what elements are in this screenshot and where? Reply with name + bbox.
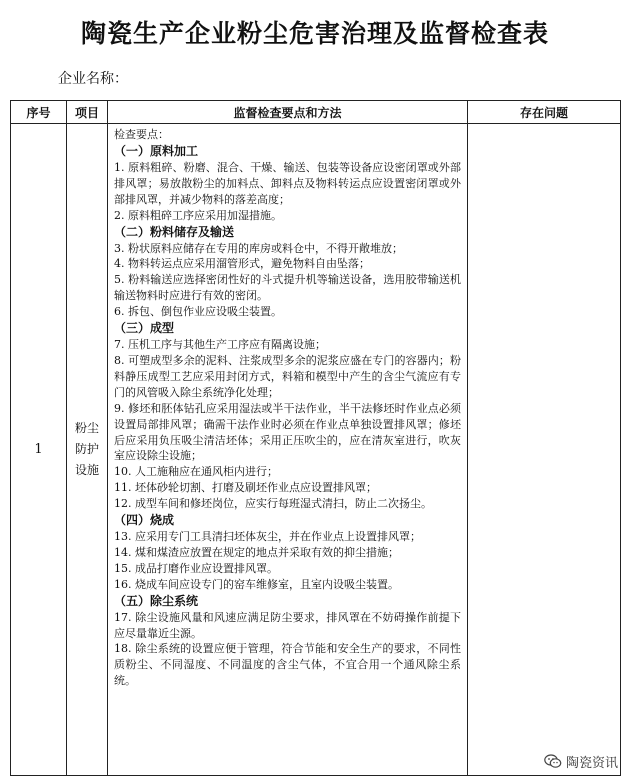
check-item: 13. 应采用专门工具清扫坯体灰尘，并在作业点上设置排风罩；	[114, 530, 421, 544]
header-item: 项目	[67, 101, 108, 124]
header-issues: 存在问题	[468, 101, 621, 124]
check-item: 11. 坯体砂轮切割、打磨及刷坯作业点应设置排风罩；	[114, 481, 377, 495]
check-item: 2. 原料粗碎工序应采用加湿措施。	[114, 208, 282, 222]
row-issues[interactable]	[468, 124, 621, 776]
row-item	[67, 124, 108, 776]
check-item: 15. 成品打磨作业应设置排风罩。	[114, 561, 278, 575]
watermark	[544, 752, 618, 771]
company-name-label: 企业名称：	[58, 71, 128, 87]
check-item: 8. 可塑成型多余的泥料、注浆成型多余的泥浆应盛在专门的容器内；粉料静压成型工艺应采用封闭方式，料箱和模型中产生的含尘气流应有专门的风管吸入除尘系统净化处理；	[114, 353, 461, 399]
section-heading: （三）成型	[114, 321, 175, 336]
watermark-text: 陶瓷资讯	[565, 756, 618, 771]
header-methods: 监督检查要点和方法	[108, 101, 468, 124]
row-item-line: 粉尘	[74, 421, 99, 435]
check-item: 18. 除尘系统的设置应便于管理，符合节能和安全生产的要求，不同性质粉尘、不同湿度、不同温度的含尘气体，不宜合用一个通风除尘系统。	[114, 642, 461, 688]
methods-intro: 检查要点：	[114, 128, 169, 141]
section-heading: （一）原料加工	[114, 143, 199, 158]
check-item: 14. 煤和煤渣应放置在规定的地点并采取有效的抑尘措施；	[114, 545, 399, 559]
row-seq: 1	[11, 124, 67, 776]
section-heading: （四）烧成	[114, 513, 175, 528]
table-header-row	[11, 101, 621, 124]
check-item: 16. 烧成车间应设专门的窑车维修室，且室内设吸尘装置。	[114, 577, 399, 591]
row-item-line: 设施	[74, 463, 99, 477]
header-seq: 序号	[11, 101, 67, 124]
check-item: 7. 压机工序与其他生产工序应有隔离设施；	[114, 338, 326, 352]
section-heading: （二）粉料储存及输送	[114, 224, 235, 239]
check-item: 3. 粉状原料应储存在专用的库房或料仓中，不得开敞堆放；	[114, 241, 403, 255]
wechat-icon	[544, 754, 562, 769]
check-item: 12. 成型车间和修坯岗位，应实行每班湿式清扫，防止二次扬尘。	[114, 497, 432, 511]
section-heading: （五）除尘系统	[114, 593, 199, 608]
check-item: 5. 粉料输送应选择密闭性好的斗式提升机等输送设备，选用胶带输送机输送物料时应进行有效的密闭。	[114, 273, 461, 303]
check-item: 4. 物料转运点应采用溜管形式，避免物料自由坠落；	[114, 257, 370, 271]
inspection-table	[10, 100, 621, 776]
row-item-line: 防护	[74, 442, 99, 456]
check-item: 10. 人工施釉应在通风柜内进行；	[114, 465, 278, 479]
check-item: 6. 拆包、倒包作业应设吸尘装置。	[114, 305, 282, 319]
row-methods	[108, 124, 468, 776]
check-item: 9. 修坯和胚体钻孔应采用湿法或半干法作业，半干法修坯时作业点必须设置局部排风罩；确需干法作业时必须在作业点单独设置排风罩；修坯后应采用负压吸尘清洁坯体；采用正压吹尘的，应在清灰室进行，吹灰室应设除尘设施；	[114, 401, 461, 463]
table-row	[11, 124, 621, 776]
check-item: 17. 除尘设施风量和风速应满足防尘要求，排风罩在不妨碍操作前提下应尽量靠近尘源。	[114, 610, 461, 640]
check-item: 1. 原料粗碎、粉磨、混合、干燥、输送、包装等设备应设密闭罩或外部排风罩；易放散粉尘的加料点、卸料点及物料转运点应设置密闭罩或外部排风罩，并减少物料的落差高度；	[114, 160, 461, 206]
page-title: 陶瓷生产企业粉尘危害治理及监督检查表	[80, 19, 549, 48]
